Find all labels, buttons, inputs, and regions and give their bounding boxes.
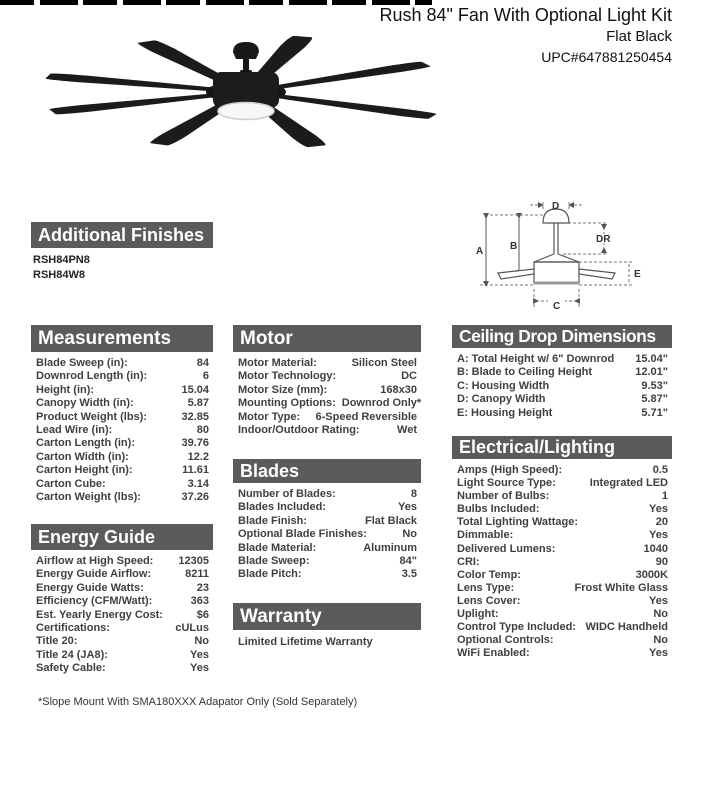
spec-label: Title 20: (36, 635, 78, 648)
spec-row (31, 397, 213, 410)
spec-label: Downrod Length (in): (36, 370, 148, 383)
spec-value: 168x30 (380, 383, 417, 396)
spec-value: 363 (190, 595, 209, 608)
spec-value: 15.04 (181, 383, 209, 396)
fan-canopy (233, 42, 259, 59)
finish-model-number: RSH84PN8 (33, 254, 90, 266)
spec-row (452, 464, 672, 477)
spec-value: 1 (661, 490, 668, 503)
spec-value: Downrod Only* (341, 397, 422, 410)
spec-value: WIDC Handheld (585, 621, 668, 634)
spec-row (31, 464, 213, 477)
spec-label: Uplight: (457, 608, 499, 621)
spec-row (452, 366, 672, 379)
spec-label: Optional Controls: (457, 634, 554, 647)
spec-row (233, 542, 421, 555)
spec-row (452, 393, 672, 406)
spec-row (31, 424, 213, 437)
spec-label: Safety Cable: (36, 662, 106, 675)
spec-value: Yes (649, 647, 668, 660)
measurements-section (31, 325, 213, 504)
spec-label: Blade Sweep: (238, 555, 310, 568)
spec-label: Energy Guide Watts: (36, 581, 144, 594)
dim-label-d: D (552, 201, 560, 212)
ceiling-drop-rows (452, 353, 672, 420)
spec-value: Yes (190, 648, 209, 661)
spec-row (452, 608, 672, 621)
spec-row (233, 515, 421, 528)
spec-label: Motor Size (mm): (238, 383, 328, 396)
spec-row (233, 357, 421, 370)
spec-row (31, 582, 213, 595)
motor-rows (233, 357, 421, 437)
spec-row (31, 357, 213, 370)
spec-value: 1040 (643, 542, 668, 555)
spec-row (233, 384, 421, 397)
spec-label: Amps (High Speed): (457, 464, 563, 476)
dim-label-e: E (634, 269, 641, 280)
spec-label: CRI: (457, 555, 480, 568)
spec-value: 39.76 (181, 437, 209, 450)
spec-label: Certifications: (36, 622, 110, 635)
spec-value: 32.85 (181, 410, 209, 423)
spec-row (31, 649, 213, 662)
spec-row (452, 516, 672, 529)
spec-value: 84" (399, 555, 417, 568)
spec-value: 0.5 (652, 464, 668, 476)
spec-label: Number of Bulbs: (457, 490, 550, 503)
spec-label: C: Housing Width (457, 379, 550, 392)
finish-model-number: RSH84W8 (33, 269, 85, 281)
spec-row (31, 595, 213, 608)
spec-row (452, 477, 672, 490)
spec-row (452, 380, 672, 393)
spec-label: Motor Type: (238, 410, 301, 423)
spec-label: Delivered Lumens: (457, 542, 556, 555)
spec-label: Color Temp: (457, 568, 521, 581)
motor-section (233, 325, 421, 437)
spec-label: Optional Blade Finishes: (238, 528, 367, 541)
spec-value: 23 (196, 581, 209, 594)
spec-label: Blade Pitch: (238, 568, 302, 581)
spec-value: No (402, 528, 417, 541)
spec-label: Blades Included: (238, 501, 327, 514)
slope-mount-footnote: *Slope Mount With SMA180XXX Adapator Only (Sold Separately) (38, 696, 358, 708)
energy-guide-heading: Energy Guide (31, 524, 213, 550)
dim-label-a: A (476, 246, 484, 257)
spec-value: Yes (649, 529, 668, 542)
spec-row (31, 370, 213, 383)
spec-label: D: Canopy Width (457, 393, 546, 406)
spec-value: Integrated LED (589, 477, 668, 490)
spec-row (452, 529, 672, 542)
spec-label: Mounting Options: (238, 397, 336, 410)
spec-label: Bulbs Included: (457, 503, 540, 516)
spec-value: Frost White Glass (574, 581, 668, 594)
spec-value: 5.87 (187, 397, 209, 410)
spec-label: Efficiency (CFM/Watt): (36, 595, 153, 608)
fan-light-lens (218, 103, 274, 120)
spec-label: Canopy Width (in): (36, 397, 134, 410)
spec-label: A: Total Height w/ 6" Downrod (457, 353, 615, 365)
spec-value: 9.53" (641, 379, 668, 392)
warranty-heading: Warranty (233, 603, 421, 630)
spec-label: Lens Type: (457, 581, 515, 594)
spec-label: Product Weight (lbs): (36, 410, 148, 423)
spec-row (233, 528, 421, 541)
spec-row (233, 555, 421, 568)
cropped-logo-strip (0, 0, 432, 5)
spec-label: Carton Height (in): (36, 464, 133, 477)
spec-row (452, 503, 672, 516)
spec-value: Yes (398, 501, 417, 514)
spec-row (31, 662, 213, 675)
spec-row (452, 582, 672, 595)
spec-row (31, 622, 213, 635)
spec-value: Yes (190, 662, 209, 675)
spec-value: Silicon Steel (351, 357, 417, 369)
ceiling-drop-heading: Ceiling Drop Dimensions (452, 325, 672, 348)
spec-value: 12.2 (187, 450, 209, 463)
spec-value: 90 (655, 555, 668, 568)
spec-row (31, 411, 213, 424)
product-title: Rush 84" Fan With Optional Light Kit (379, 5, 672, 25)
spec-label: Carton Width (in): (36, 450, 129, 463)
spec-row (452, 647, 672, 660)
spec-value: No (653, 608, 668, 621)
spec-value: Flat Black (365, 514, 417, 527)
spec-label: Blade Sweep (in): (36, 357, 128, 369)
spec-value: Yes (649, 594, 668, 607)
spec-label: Height (in): (36, 383, 95, 396)
spec-value: 3.5 (401, 568, 417, 581)
spec-value: cULus (175, 622, 209, 635)
spec-row (233, 397, 421, 410)
spec-row (452, 621, 672, 634)
measurements-rows (31, 357, 213, 504)
spec-label: B: Blade to Ceiling Height (457, 366, 593, 379)
spec-row (31, 609, 213, 622)
spec-label: Dimmable: (457, 529, 514, 542)
spec-row (31, 478, 213, 491)
ceiling-drop-diagram (468, 197, 653, 319)
spec-row (31, 437, 213, 450)
additional-finishes-heading: Additional Finishes (31, 222, 213, 248)
spec-row (452, 595, 672, 608)
spec-row (452, 556, 672, 569)
spec-row (31, 384, 213, 397)
spec-value: 80 (196, 424, 209, 437)
spec-row (233, 411, 421, 424)
spec-label: WiFi Enabled: (457, 647, 530, 660)
spec-row (31, 451, 213, 464)
spec-row (233, 370, 421, 383)
spec-value: 15.04" (635, 353, 668, 365)
spec-value: Aluminum (363, 541, 417, 554)
spec-value: 3.14 (187, 477, 209, 490)
spec-label: Lead Wire (in): (36, 424, 113, 437)
spec-row (31, 491, 213, 504)
spec-value: No (653, 634, 668, 647)
spec-label: Motor Material: (238, 357, 317, 369)
spec-value: Wet (397, 424, 417, 437)
spec-row (31, 635, 213, 648)
spec-value: 12.01" (635, 366, 668, 379)
dim-label-c: C (553, 301, 561, 312)
spec-value: 5.87" (641, 393, 668, 406)
spec-label: Light Source Type: (457, 477, 556, 490)
spec-row (452, 490, 672, 503)
product-upc: UPC#647881250454 (541, 49, 672, 65)
spec-label: E: Housing Height (457, 406, 553, 419)
spec-value: 11.61 (182, 464, 209, 477)
spec-label: Lens Cover: (457, 594, 521, 607)
spec-label: Indoor/Outdoor Rating: (238, 424, 360, 437)
warranty-text: Limited Lifetime Warranty (238, 636, 373, 648)
spec-label: Carton Cube: (36, 477, 106, 490)
product-finish: Flat Black (606, 28, 672, 45)
spec-value: 8211 (185, 568, 209, 581)
spec-value: 12305 (178, 555, 209, 567)
spec-value: DC (401, 370, 417, 383)
spec-row (233, 568, 421, 581)
spec-row (31, 555, 213, 568)
blades-section (233, 459, 421, 582)
spec-label: Energy Guide Airflow: (36, 568, 152, 581)
spec-row (233, 488, 421, 501)
spec-value: 5.71" (641, 406, 668, 419)
spec-row (452, 634, 672, 647)
spec-value: 3000K (635, 568, 668, 581)
spec-row (452, 353, 672, 366)
dim-label-b: B (510, 241, 518, 252)
warranty-section (233, 603, 421, 649)
dim-label-dr: DR (596, 234, 611, 245)
spec-label: Motor Technology: (238, 370, 337, 383)
ceiling-drop-section (452, 325, 672, 420)
spec-label: Blade Finish: (238, 514, 308, 527)
spec-label: Airflow at High Speed: (36, 555, 154, 567)
spec-value: Yes (649, 503, 668, 516)
spec-label: Carton Weight (lbs): (36, 491, 141, 504)
spec-row (233, 424, 421, 437)
blades-heading: Blades (233, 459, 421, 483)
spec-row (233, 501, 421, 514)
additional-finishes-list (31, 253, 213, 283)
spec-value: 37.26 (181, 491, 209, 504)
spec-row (452, 407, 672, 420)
fan-product-image (20, 18, 460, 176)
motor-heading: Motor (233, 325, 421, 352)
spec-value: No (194, 635, 209, 648)
spec-label: Number of Blades: (238, 488, 336, 500)
blades-rows (233, 488, 421, 582)
electrical-lighting-section (452, 436, 672, 660)
spec-row (452, 569, 672, 582)
spec-label: Carton Length (in): (36, 437, 135, 450)
spec-label: Est. Yearly Energy Cost: (36, 608, 163, 621)
spec-label: Total Lighting Wattage: (457, 516, 578, 529)
measurements-heading: Measurements (31, 325, 213, 352)
spec-value: 8 (410, 488, 417, 500)
energy-guide-section (31, 524, 213, 676)
spec-label: Blade Material: (238, 541, 317, 554)
spec-value: 6 (202, 370, 209, 383)
spec-row (31, 568, 213, 581)
spec-value: $6 (196, 608, 209, 621)
electrical-lighting-heading: Electrical/Lighting (452, 436, 672, 459)
spec-value: 20 (655, 516, 668, 529)
spec-label: Control Type Included: (457, 621, 576, 634)
additional-finishes-section (31, 222, 213, 283)
electrical-lighting-rows (452, 464, 672, 660)
energy-guide-rows (31, 555, 213, 676)
spec-value: 84 (196, 357, 209, 369)
spec-row (452, 543, 672, 556)
spec-value: 6-Speed Reversible (315, 410, 417, 423)
spec-label: Title 24 (JA8): (36, 648, 108, 661)
